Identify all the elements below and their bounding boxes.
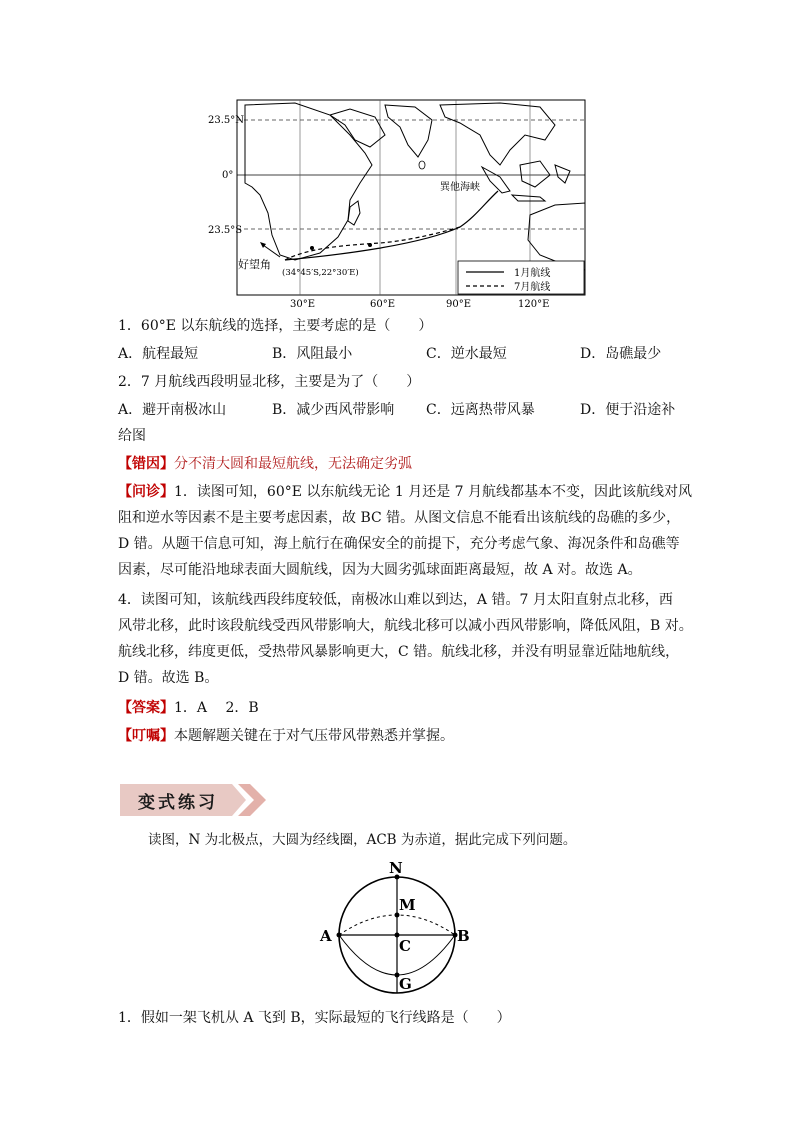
q1-option-c: C．逆水最短: [426, 346, 507, 362]
diagnosis-line-1: [118, 482, 692, 502]
lat-label-23s: 23.5°S: [208, 225, 243, 236]
legend-jul-label: 7月航线: [514, 282, 551, 293]
question-2-stem: 2．7 月航线西段明显北移，主要是为了（ ）: [118, 374, 421, 390]
diagnosis-line-5: 4．读图可知，该航线西段纬度较低，南极冰山难以到达，A 错。7 月太阳直射点北移，西: [118, 592, 673, 608]
error-tag: 【错因】: [118, 456, 174, 472]
coord-label: (34°45′S,22°30′E): [282, 268, 359, 278]
answer-line: [118, 698, 259, 718]
strait-label: 巽他海峡: [440, 182, 480, 193]
lon-label-60: 60°E: [370, 299, 396, 310]
label-n: N: [389, 859, 403, 877]
legend-jan-label: 1月航线: [514, 268, 551, 279]
lat-label-23n: 23.5°N: [208, 115, 245, 126]
route-map: [200, 95, 600, 315]
globe-diagram: [315, 855, 475, 995]
q2-option-c: C．远离热带风暴: [426, 402, 535, 418]
diagnosis-line-6: 风带北移，此时该段航线受西风带影响大，航线北移可以减小西风带影响，降低风阻，B 对。: [118, 618, 693, 634]
diagnosis-line-4: 因素，尽可能沿地球表面大圆航线，因为大圆劣弧球面距离最短，故 A 对。故选 A。: [118, 562, 642, 578]
label-c: C: [399, 937, 411, 955]
lon-label-30: 30°E: [290, 299, 316, 310]
exercise-intro: 读图，N 为北极点，大圆为经线圈，ACB 为赤道，据此完成下列问题。: [148, 832, 577, 848]
remind-tag: 【叮嘱】: [118, 728, 174, 744]
lat-label-0: 0°: [222, 170, 234, 181]
answer-tag: 【答案】: [118, 700, 174, 716]
q1-option-b: B．风阻最小: [272, 346, 353, 362]
remind-text: 本题解题关键在于对气压带风带熟悉并掌握。: [174, 728, 454, 744]
diagnosis-tag: 【问诊】: [118, 484, 174, 500]
diagnosis-line-7: 航线北移，纬度更低，受热带风暴影响更大，C 错。航线北移，并没有明显靠近陆地航线，: [118, 644, 680, 660]
section-banner: [120, 780, 270, 820]
diagnosis-line-8: D 错。故选 B。: [118, 670, 219, 686]
question-1-stem: 1．60°E 以东航线的选择，主要考虑的是（ ）: [118, 318, 433, 334]
q2-option-d-wrap: 给图: [118, 428, 146, 444]
label-a: A: [320, 927, 332, 945]
cape-label: 好望角: [238, 258, 271, 271]
lon-label-90: 90°E: [446, 299, 472, 310]
exercise-question-1: 1．假如一架飞机从 A 飞到 B，实际最短的飞行线路是（ ）: [118, 1010, 511, 1026]
section-title: 变式练习: [138, 793, 218, 813]
label-m: M: [399, 896, 416, 914]
lon-label-120: 120°E: [518, 299, 550, 310]
point-a: [337, 933, 342, 938]
label-b: B: [457, 927, 470, 945]
route-point: [310, 246, 314, 250]
error-text: 分不清大圆和最短航线，无法确定劣弧: [174, 456, 412, 472]
answer-text: 1．A 2．B: [174, 700, 259, 716]
error-reason: [118, 454, 412, 474]
q1-option-a: A．航程最短: [118, 346, 199, 362]
diagnosis-text-1: 1．读图可知，60°E 以东航线无论 1 月还是 7 月航线都基本不变，因此该航线对风: [174, 484, 693, 500]
diagnosis-line-3: D 错。从题干信息可知，海上航行在确保安全的前提下，充分考虑气象、海况条件和岛礁等: [118, 536, 680, 552]
remind-line: [118, 726, 454, 746]
label-g: G: [399, 975, 412, 993]
q2-option-b: B．减少西风带影响: [272, 402, 395, 418]
q1-option-d: D．岛礁最少: [580, 346, 662, 362]
q2-option-d: D．便于沿途补: [580, 402, 676, 418]
route-point: [368, 243, 372, 247]
diagnosis-line-2: 阻和逆水等因素不是主要考虑因素，故 BC 错。从图文信息不能看出该航线的岛礁的多少，: [118, 510, 681, 526]
q2-option-a: A．避开南极冰山: [118, 402, 227, 418]
